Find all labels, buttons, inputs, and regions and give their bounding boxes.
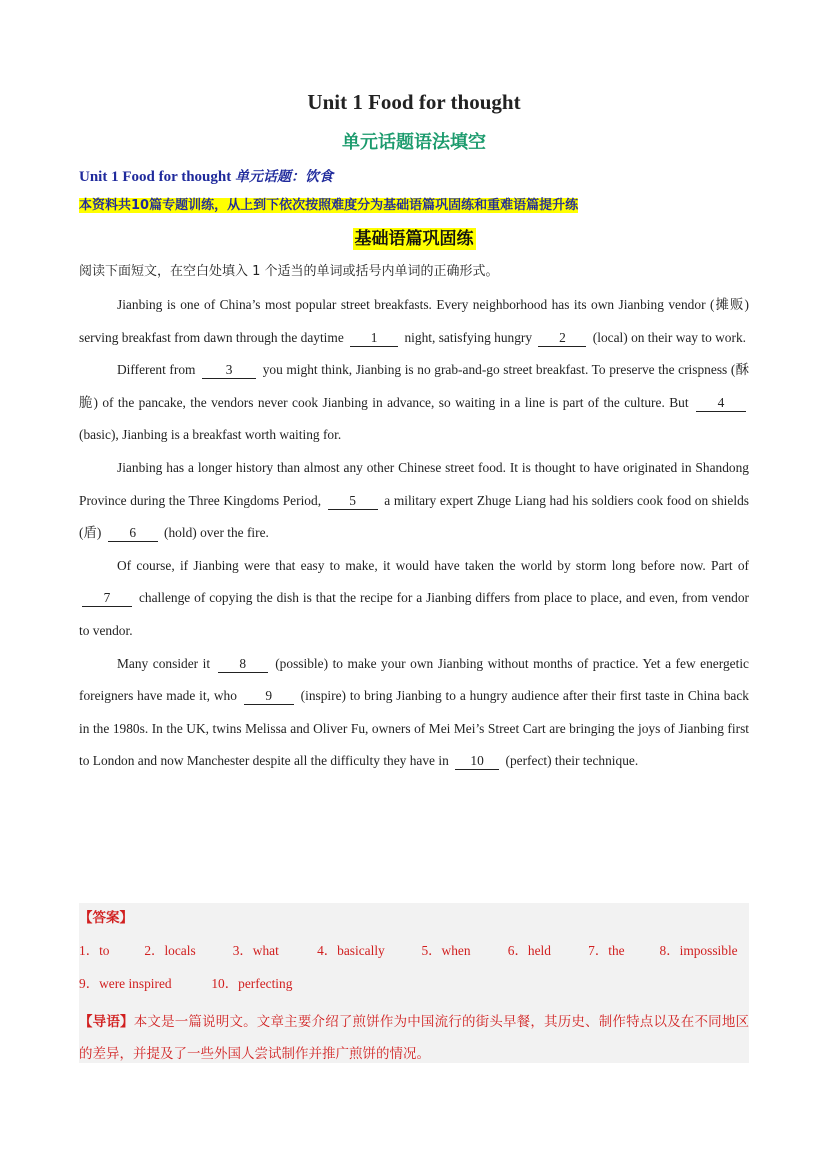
p4-text-a: Of course, if Jianbing were that easy to make, it would have taken the world by storm long before now. Part of — [117, 557, 749, 573]
unit-topic — [79, 166, 749, 188]
section-heading-text: 基础语篇巩固练 — [354, 229, 474, 249]
p5-text-e: (perfect) their technique. — [505, 753, 639, 769]
topic-english: Unit 1 Food for thought — [79, 169, 232, 185]
guide-tag: 【导语】 — [79, 1014, 134, 1030]
passage — [79, 289, 749, 778]
blank-6: 6 — [108, 525, 158, 542]
p5-text-c: (possible) to make your own Jianbing without months of practice. Yet a few energetic foreigners have made it, who — [79, 655, 749, 704]
answer-item: 2．locals — [144, 943, 196, 958]
p2-text-c: you might think, Jianbing is no grab-and-go street breakfast. To preserve the crispness (酥脆) of the pancake, the vendors never cook Jianbing in advance, so waiting in a line is part of the culture. But — [79, 362, 749, 410]
p2-text-a: Different from — [117, 362, 196, 378]
answer-heading: 【答案】 — [79, 910, 133, 926]
blank-7: 7 — [82, 590, 132, 607]
answer-item: 5．when — [421, 943, 471, 958]
answer-item: 6．held — [507, 943, 551, 958]
p1-text-d: (local) on their way to work. — [592, 329, 746, 345]
paragraph-2 — [79, 354, 749, 452]
document-page — [79, 88, 749, 778]
blank-2: 2 — [538, 330, 586, 347]
blank-4: 4 — [696, 395, 746, 412]
paragraph-3 — [79, 452, 749, 550]
paragraph-4 — [79, 550, 749, 648]
p5-text-d: (inspire) to bring Jianbing to a hungry audience after their first taste in China back in the 1980s. In the UK, twins Melissa and Oliver Fu, owners of Mei Mei’s Street Cart are bringing the joys of Jianbing first to London and now Manchester despite all the difficulty they have in — [79, 688, 749, 769]
answer-row-1 — [79, 941, 750, 961]
p3-text-c: a military expert Zhuge Liang had his soldiers cook food on shields (盾) — [79, 492, 749, 541]
blank-8: 8 — [218, 656, 268, 673]
answer-box — [79, 903, 749, 1063]
blank-3: 3 — [202, 362, 256, 379]
guide-text — [79, 1006, 749, 1070]
answer-item: 3．what — [232, 943, 279, 958]
blank-10: 10 — [455, 753, 499, 770]
p2-text-d: (basic), Jianbing is a breakfast worth waiting for. — [79, 427, 342, 443]
answer-item: 1．to — [79, 943, 110, 958]
instruction: 阅读下面短文，在空白处填入 1 个适当的单词或括号内单词的正确形式。 — [79, 264, 499, 279]
blank-9: 9 — [244, 688, 294, 705]
page-subtitle: 单元话题语法填空 — [342, 132, 486, 153]
page-title: Unit 1 Food for thought — [307, 90, 521, 114]
intro-note — [79, 196, 749, 216]
p1-text-a: Jianbing is one of China’s most popular street breakfasts. Every neighborhood has its own Jianbing vendor (摊贩) serving breakfast from dawn through the daytime — [79, 297, 749, 345]
intro-note-text: 本资料共10篇专题训练，从上到下依次按照难度分为基础语篇巩固练和重难语篇提升练 — [79, 198, 579, 213]
paragraph-5 — [79, 648, 749, 778]
p3-text-d: (hold) over the fire. — [164, 525, 269, 541]
p4-text-c: challenge of copying the dish is that the recipe for a Jianbing differs from place to place, and even, from vendor to vendor. — [79, 590, 749, 638]
p1-text-c: night, satisfying hungry — [404, 329, 533, 345]
topic-chinese: 单元话题：饮食 — [235, 169, 333, 185]
answer-item: 4．basically — [317, 943, 385, 958]
answer-item: 9．were inspired — [79, 976, 172, 991]
p5-text-a: Many consider it — [117, 655, 211, 671]
answer-item: 7．the — [588, 943, 625, 958]
answer-item: 8．impossible — [659, 943, 738, 958]
paragraph-1 — [79, 289, 749, 354]
answer-item: 10．perfecting — [211, 976, 293, 991]
guide-body: 本文是一篇说明文。文章主要介绍了煎饼作为中国流行的街头早餐，其历史、制作特点以及在不同地区的差异，并提及了一些外国人尝试制作并推广煎饼的情况。 — [79, 1014, 750, 1062]
blank-5: 5 — [328, 493, 378, 510]
p3-text-a: Jianbing has a longer history than almost any other Chinese street food. It is thought to have originated in Shandong Province during the Three Kingdoms Period, — [79, 459, 749, 508]
blank-1: 1 — [350, 330, 398, 347]
answer-row-2 — [79, 974, 321, 994]
section-heading — [79, 226, 749, 253]
